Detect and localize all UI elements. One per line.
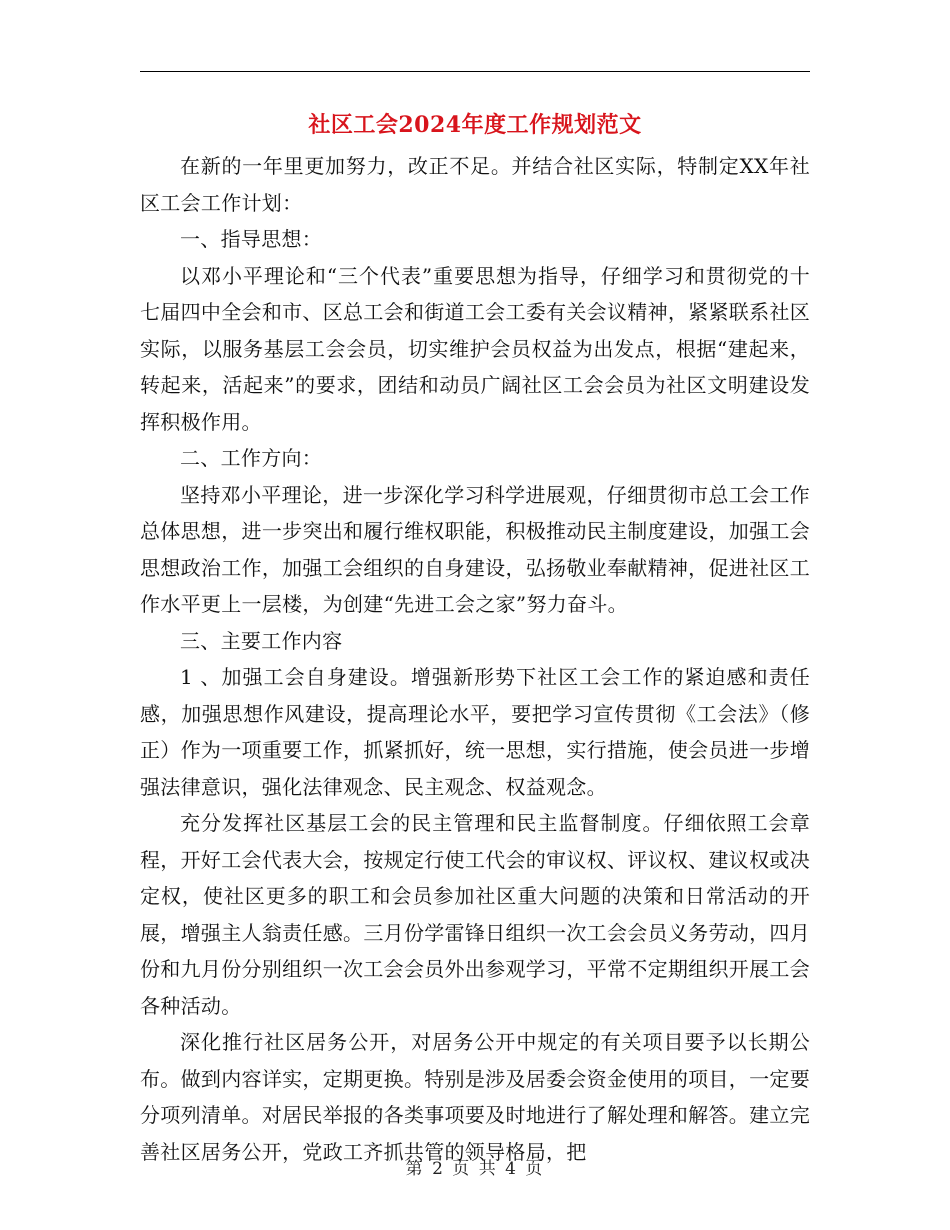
page-title: 社区工会2024年度工作规划范文 bbox=[308, 112, 642, 138]
paragraph-affairs-disclosure: 深化推行社区居务公开，对居务公开中规定的有关项目要予以长期公布。做到内容详实，定期更换。特别是涉及居委会资金使用的项目，一定要分项列清单。对居民举报的各类事项要及时地进行了解处理和解答。建立完善社区居务公开，党政工齐抓共管的领导格局，把 bbox=[140, 1030, 810, 1164]
paragraph-work-direction: 坚持邓小平理论，进一步深化学习科学进展观，仔细贯彻市总工会工作总体思想，进一步突出和履行维权职能，积极推动民主制度建设，加强工会思想政治工作，加强工会组织的自身建设，弘扬敬业奉献精神，促进社区工作水平更上一层楼，为创建“先进工会之家”努力奋斗。 bbox=[140, 482, 810, 616]
header-rule bbox=[140, 71, 810, 72]
section-heading-guiding-thought: 一、指导思想： bbox=[180, 227, 323, 251]
paragraph-guiding-thought: 以邓小平理论和“三个代表”重要思想为指导，仔细学习和贯彻党的十七届四中全会和市、区总工会和街道工会工委有关会议精神，紧紧联系社区实际，以服务基层工会会员，切实维护会员权益为出发点，根据“建起来，转起来，活起来”的要求，团结和动员广阔社区工会会员为社区文明建设发挥积极作用。 bbox=[140, 263, 810, 434]
section-heading-main-work: 三、主要工作内容 bbox=[180, 628, 343, 653]
document-body bbox=[140, 148, 810, 1170]
paragraph-democratic-management: 充分发挥社区基层工会的民主管理和民主监督制度。仔细依照工会章程，开好工会代表大会，按规定行使工代会的审议权、评议权、建议权或决定权，使社区更多的职工和会员参加社区重大问题的决策和日常活动的开展，增强主人翁责任感。三月份学雷锋日组织一次工会会员义务劳动，四月份和九月份分别组织一次工会会员外出参观学习，平常不定期组织开展工会各种活动。 bbox=[140, 811, 810, 1018]
section-heading-work-direction: 二、工作方向： bbox=[180, 446, 323, 470]
page-number: 第 2 页 共 4 页 bbox=[405, 1159, 545, 1179]
paragraph-self-building: 1 、加强工会自身建设。增强新形势下社区工会工作的紧迫感和责任感，加强思想作风建设，提高理论水平，要把学习宣传贯彻《工会法》（修正）作为一项重要工作，抓紧抓好，统一思想，实行措施，使会员进一步增强法律意识，强化法律观念、民主观念、权益观念。 bbox=[140, 665, 810, 799]
paragraph-intro: 在新的一年里更加努力，改正不足。并结合社区实际，特制定XX年社区工会工作计划： bbox=[140, 154, 810, 215]
